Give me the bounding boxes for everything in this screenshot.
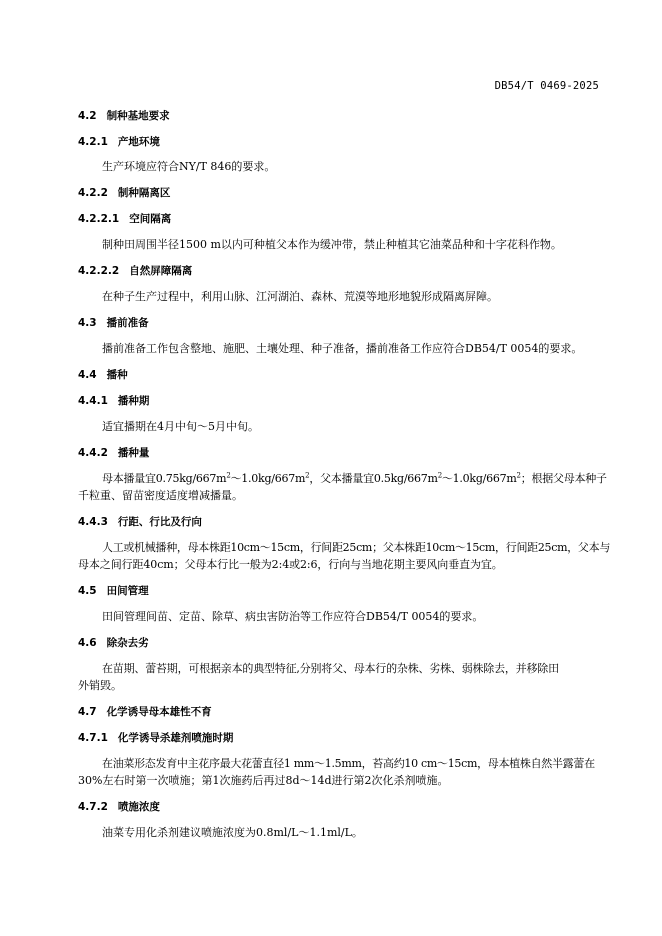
paragraph: 适宜播期在4月中旬～5月中旬。 xyxy=(102,420,259,433)
paragraph: 油菜专用化杀剂建议喷施浓度为0.8ml/L～1.1ml/L。 xyxy=(102,826,363,839)
paragraph: 人工或机械播种，母本株距10cm～15cm，行间距25cm；父本株距10cm～15cm，行间距25cm，父本与 xyxy=(102,541,611,554)
section-heading: 4.2.1 产地环境 xyxy=(78,136,160,148)
paragraph-continuation: 30%左右时第一次喷施；第1次施药后再过8d～14d进行第2次化杀剂喷施。 xyxy=(78,774,449,787)
section-heading: 4.2 制种基地要求 xyxy=(78,110,170,122)
section-heading: 4.7.1 化学诱导杀雄剂喷施时期 xyxy=(78,732,234,744)
paragraph: 母本播量宜$0.75kg/667m^2\sim 1.0kg/667m^2$，父本播量宜$0.5kg/667m^2\sim 1.0kg/667m^2$；根据父母本种子 xyxy=(102,471,607,485)
section-heading: 4.2.2.1 空间隔离 xyxy=(78,213,172,225)
paragraph: 生产环境应符合NY/T 846的要求。 xyxy=(102,160,276,173)
paragraph: 制种田周围半径1500 m以内可种植父本作为缓冲带，禁止种植其它油菜品种和十字花科作物。 xyxy=(102,238,562,251)
section-heading: 4.3 播前准备 xyxy=(78,317,149,329)
section-heading: 4.4.3 行距、行比及行向 xyxy=(78,516,202,528)
paragraph-continuation: 外销毁。 xyxy=(78,679,122,692)
section-heading: 4.2.2 制种隔离区 xyxy=(78,187,171,199)
paragraph: 在油菜形态发育中主花序最大花蕾直径1 mm～1.5mm，苔高约10 cm～15cm，母本植株自然半露蕾在 xyxy=(102,757,595,770)
paragraph-continuation: 母本之间行距40cm；父母本行比一般为2:4或2:6，行向与当地花期主要风向垂直为宜。 xyxy=(78,558,503,571)
paragraph-continuation: 千粒重、留苗密度适度增减播量。 xyxy=(78,489,243,502)
section-heading: 4.7 化学诱导母本雄性不育 xyxy=(78,706,212,718)
paragraph: 播前准备工作包含整地、施肥、土壤处理、种子准备，播前准备工作应符合DB54/T 0054的要求。 xyxy=(102,342,583,355)
section-heading: 4.4 播种 xyxy=(78,369,128,381)
paragraph: 田间管理间苗、定苗、除草、病虫害防治等工作应符合DB54/T 0054的要求。 xyxy=(102,610,484,623)
document-code: DB54/T 0469-2025 xyxy=(494,80,599,92)
paragraph: 在苗期、蕾苔期，可根据亲本的典型特征,分别将父、母本行的杂株、劣株、弱株除去，并移除田 xyxy=(102,662,559,675)
paragraph: 在种子生产过程中，利用山脉、江河湖泊、森林、荒漠等地形地貌形成隔离屏障。 xyxy=(102,290,498,303)
section-heading: 4.6 除杂去劣 xyxy=(78,637,149,649)
section-heading: 4.2.2.2 自然屏障隔离 xyxy=(78,265,193,277)
section-heading: 4.5 田间管理 xyxy=(78,585,149,597)
section-heading: 4.4.2 播种量 xyxy=(78,447,150,459)
section-heading: 4.4.1 播种期 xyxy=(78,395,150,407)
section-heading: 4.7.2 喷施浓度 xyxy=(78,801,160,813)
